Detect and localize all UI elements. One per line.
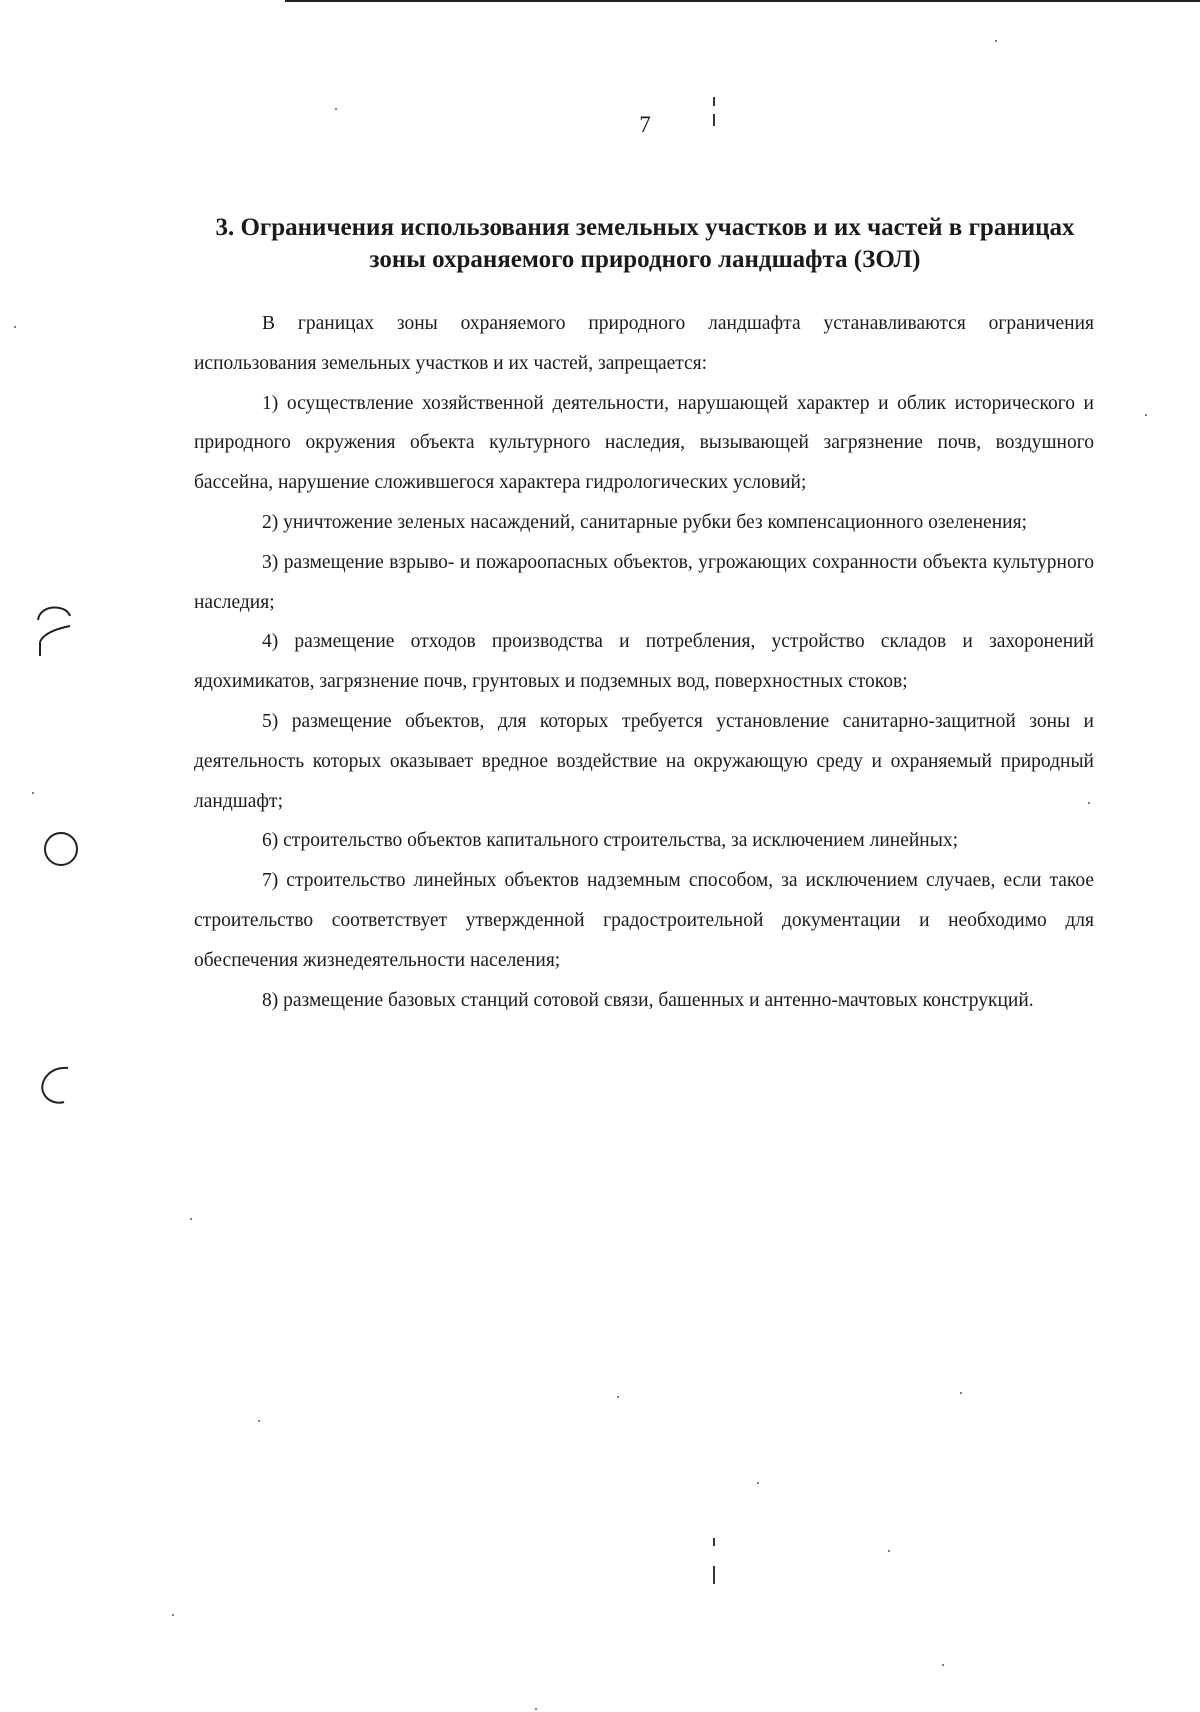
scan-speck xyxy=(995,40,997,42)
scan-speck xyxy=(335,108,337,110)
scan-speck xyxy=(14,326,16,328)
list-item: 7) строительство линейных объектов надземным способом, за исключением случаев, если такое строительство соответствует утвержденной градостроительной документации и необходимо для обеспечения жизнедеятельности населения; xyxy=(194,870,1094,971)
staple-mark xyxy=(713,1538,715,1546)
staple-mark xyxy=(713,97,715,106)
section-heading: 3. Ограничения использования земельных участков и их частей в границах зоны охраняемого природного ландшафта (ЗОЛ) xyxy=(215,214,1075,273)
scan-speck xyxy=(172,1614,174,1616)
scan-speck xyxy=(888,1550,890,1552)
scan-speck xyxy=(757,1482,759,1484)
intro-paragraph: В границах зоны охраняемого природного ландшафта устанавливаются ограничения использования земельных участков и их частей, запрещается: xyxy=(194,313,1094,374)
staple-mark xyxy=(713,1566,715,1584)
binder-hole-mark xyxy=(34,1062,74,1108)
scan-speck xyxy=(1145,414,1147,416)
binder-hole-mark xyxy=(40,828,82,870)
list-item: 1) осуществление хозяйственной деятельности, нарушающей характер и облик исторического и природного окружения объекта культурного наследия, вызывающей загрязнение почв, воздушного бассейна, нарушение сложившегося характера гидрологических условий; xyxy=(194,392,1094,494)
staple-mark xyxy=(713,114,715,126)
scan-speck xyxy=(190,1218,192,1220)
list-item: 8) размещение базовых станций сотовой связи, башенных и антенно-мачтовых конструкций. xyxy=(262,989,1034,1011)
scan-speck xyxy=(258,1420,260,1422)
scan-speck xyxy=(960,1392,962,1394)
list-item: 3) размещение взрыво- и пожароопасных объектов, угрожающих сохранности объекта культурного наследия; xyxy=(194,551,1094,613)
list-item: 6) строительство объектов капитального строительства, за исключением линейных; xyxy=(262,830,959,852)
scan-speck xyxy=(942,1664,944,1666)
scan-speck xyxy=(1088,802,1090,804)
page-number: 7 xyxy=(639,112,651,137)
binder-hole-mark xyxy=(30,598,80,660)
list-item: 4) размещение отходов производства и потребления, устройство складов и захоронений ядохимикатов, загрязнение почв, грунтовых и подземных вод, поверхностных стоков; xyxy=(194,631,1094,693)
scan-speck xyxy=(535,1708,537,1710)
list-item: 2) уничтожение зеленых насаждений, санитарные рубки без компенсационного озеленения; xyxy=(262,511,1027,533)
list-item: 5) размещение объектов, для которых требуется установление санитарно-защитной зоны и деятельность которых оказывает вредное воздействие на окружающую среду и охраняемый природный ландшафт; xyxy=(194,710,1094,812)
scan-top-border xyxy=(285,0,1200,2)
document-body xyxy=(194,304,1094,1020)
scan-speck xyxy=(617,1396,619,1398)
scan-speck xyxy=(32,792,34,794)
